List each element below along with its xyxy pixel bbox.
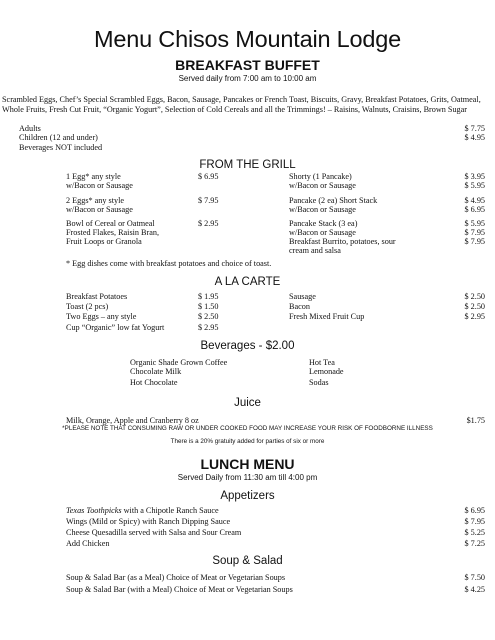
juice-price: $1.75 [466,416,485,425]
appetizer-item: Add Chicken [66,539,110,548]
appetizer-price: $ 7.95 [464,517,485,526]
grill-item-sub-price: $ 6.95 [464,205,485,214]
grill-item-sub-price: $ 7.95 [464,228,485,237]
carte-item-name: Two Eggs – any style [66,312,137,321]
carte-item-price: $ 2.50 [198,312,219,321]
children-label: Children (12 and under) [19,133,98,142]
beverage-item: Hot Tea [309,358,335,367]
grill-item-sub-price: $ 5.95 [464,181,485,190]
grill-item-name: Bowl of Cereal or Oatmeal [66,219,155,228]
grill-item-name: 2 Eggs* any style [66,196,124,205]
soup-item: Soup & Salad Bar (with a Meal) Choice of Meat or Vegetarian Soups [66,585,293,594]
beverages-heading: Beverages - $2.00 [200,340,295,352]
appetizer-item: Wings (Mild or Spicy) with Ranch Dipping Sauce [66,517,231,526]
grill-item-sub: cream and salsa [289,246,341,255]
breakfast-hours: Served daily from 7:00 am to 10:00 am [178,74,317,83]
grill-item-name: Breakfast Burrito, potatoes, sour [289,237,396,246]
grill-item-price: $ 6.95 [198,172,219,181]
grill-item-price: $ 5.95 [464,219,485,228]
carte-item-name: Bacon [289,302,310,311]
breakfast-heading: BREAKFAST BUFFET [175,57,320,73]
appetizer-price: $ 5.25 [464,528,485,537]
beverage-item: Organic Shade Grown Coffee [130,358,228,367]
children-price: $ 4.95 [464,133,485,142]
grill-item-sub: Frosted Flakes, Raisin Bran, [66,228,160,237]
beverage-item: Lemonade [309,367,344,376]
carte-heading: A LA CARTE [214,276,281,288]
grill-item-name: 1 Egg* any style [66,172,121,181]
grill-item-name: Shorty (1 Pancake) [289,172,352,181]
appetizer-item-name: with a Chipotle Ranch Sauce [121,506,219,515]
soup-heading: Soup & Salad [212,555,283,567]
grill-note: * Egg dishes come with breakfast potatoes and choice of toast. [66,259,272,268]
gratuity-note: There is a 20% gratuity added for parties of six or more [170,438,325,445]
grill-item-sub: w/Bacon or Sausage [66,205,133,214]
carte-item-price: $ 2.50 [464,302,485,311]
grill-heading: FROM THE GRILL [199,159,296,171]
carte-item-name: Cup “Organic” low fat Yogurt [66,323,165,332]
grill-item-price: $ 4.95 [464,196,485,205]
lunch-hours: Served Daily from 11:30 am till 4:00 pm [177,473,318,482]
juice-heading: Juice [234,397,261,409]
adults-price: $ 7.75 [464,124,485,133]
beverage-item: Hot Chocolate [130,378,178,387]
carte-item-price: $ 2.95 [198,323,219,332]
carte-item-name: Sausage [289,292,316,301]
soup-price: $ 7.50 [464,573,485,582]
carte-item-price: $ 2.95 [464,312,485,321]
appetizer-item: Cheese Quesadilla served with Salsa and Sour Cream [66,528,242,537]
grill-item-name: Pancake (2 ea) Short Stack [289,196,378,205]
adults-label: Adults [19,124,41,133]
breakfast-description: Scrambled Eggs, Chef’s Special Scrambled Eggs, Bacon, Sausage, Pancakes or French Toast, Biscuits, Gravy, Breakfast Potatoes, Grits, Oatmeal, Whole Fruits, Fresh Cut Fruit, “Organic Yogurt”, Selection of Cold Cereals and all the Trimmings! – Raisins, Walnuts, Craisins, Brown Sugar [2,95,481,114]
page-title: Menu Chisos Mountain Lodge [93,26,402,52]
carte-item-name: Toast (2 pcs) [66,302,109,311]
grill-item-sub: w/Bacon or Sausage [66,181,133,190]
grill-item-price: $ 7.95 [464,237,485,246]
grill-item-price: $ 3.95 [464,172,485,181]
carte-item-price: $ 1.50 [198,302,219,311]
grill-item-sub: w/Bacon or Sausage [289,181,356,190]
carte-item-price: $ 1.95 [198,292,219,301]
grill-item-sub: Fruit Loops or Granola [66,237,142,246]
beverage-item: Chocolate Milk [130,367,182,376]
appetizers-heading: Appetizers [220,490,275,502]
carte-item-price: $ 2.50 [464,292,485,301]
grill-item-sub: w/Bacon or Sausage [289,228,356,237]
foodborne-warning: *PLEASE NOTE THAT CONSUMING RAW OR UNDER COOKED FOOD MAY INCREASE YOUR RISK OF FOODBORNE ILLNESS [62,425,433,432]
soup-item: Soup & Salad Bar (as a Meal) Choice of Meat or Vegetarian Soups [66,573,286,582]
carte-item-name: Breakfast Potatoes [66,292,128,301]
juice-item: Milk, Orange, Apple and Cranberry 8 oz [66,416,199,425]
grill-item-price: $ 2.95 [198,219,219,228]
grill-item-sub: w/Bacon or Sausage [289,205,356,214]
beverage-item: Sodas [309,378,329,387]
grill-item-price: $ 7.95 [198,196,219,205]
soup-price: $ 4.25 [464,585,485,594]
appetizer-item [66,506,219,516]
appetizer-item-italic: Texas Toothpicks [66,506,122,515]
beverages-note: Beverages NOT included [19,143,103,152]
lunch-heading: LUNCH MENU [200,456,295,472]
appetizer-price: $ 7.25 [464,539,485,548]
carte-item-name: Fresh Mixed Fruit Cup [289,312,365,321]
appetizer-price: $ 6.95 [464,506,485,515]
grill-item-name: Pancake Stack (3 ea) [289,219,358,228]
